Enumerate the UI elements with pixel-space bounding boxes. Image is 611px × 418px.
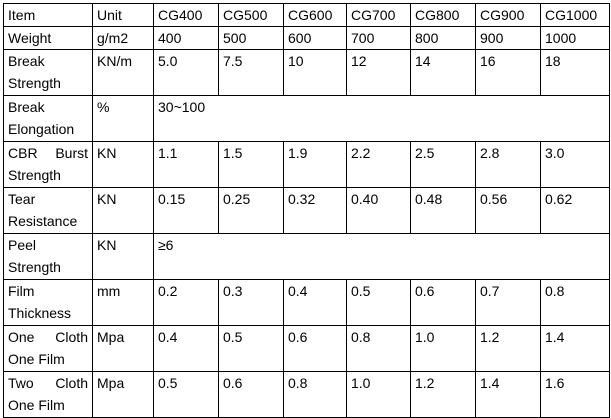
table-row (4, 96, 610, 142)
cell-value: 2.8 (476, 142, 541, 188)
header-model: CG400 (154, 4, 219, 27)
row-unit: Mpa (93, 372, 154, 418)
table-row (4, 280, 610, 326)
row-unit: KN (93, 188, 154, 234)
header-model: CG700 (347, 4, 411, 27)
table-row (4, 50, 610, 96)
cell-value: 0.6 (411, 280, 476, 326)
cell-value: 2.5 (411, 142, 476, 188)
header-unit: Unit (93, 4, 154, 27)
cell-value: 1.0 (347, 372, 411, 418)
row-unit: KN/m (93, 50, 154, 96)
table-row (4, 27, 610, 50)
cell-value: 1.5 (219, 142, 284, 188)
cell-value: 10 (284, 50, 347, 96)
cell-value: 0.62 (541, 188, 610, 234)
cell-value: 14 (411, 50, 476, 96)
cell-value: 0.2 (154, 280, 219, 326)
spec-table (3, 3, 610, 418)
cell-value: 1.0 (411, 326, 476, 372)
cell-value: 1.2 (411, 372, 476, 418)
header-model: CG500 (219, 4, 284, 27)
cell-value: 800 (411, 27, 476, 50)
cell-span-value: 30~100 (154, 96, 610, 142)
row-item: Weight (4, 27, 93, 50)
row-item: Film Thickness (4, 280, 93, 326)
row-item: Tear Resistance (4, 188, 93, 234)
table-row (4, 372, 610, 418)
cell-value: 0.6 (219, 372, 284, 418)
cell-value: 3.0 (541, 142, 610, 188)
row-item: CBR Burst Strength (4, 142, 93, 188)
cell-value: 1.2 (476, 326, 541, 372)
cell-value: 500 (219, 27, 284, 50)
cell-value: 0.5 (219, 326, 284, 372)
row-unit: Mpa (93, 326, 154, 372)
cell-value: 0.32 (284, 188, 347, 234)
cell-value: 0.40 (347, 188, 411, 234)
row-unit: g/m2 (93, 27, 154, 50)
cell-value: 2.2 (347, 142, 411, 188)
row-item: One Cloth One Film (4, 326, 93, 372)
cell-value: 0.4 (284, 280, 347, 326)
header-model: CG800 (411, 4, 476, 27)
cell-value: 7.5 (219, 50, 284, 96)
cell-value: 5.0 (154, 50, 219, 96)
cell-value: 0.4 (154, 326, 219, 372)
cell-value: 1.9 (284, 142, 347, 188)
cell-value: 1.4 (476, 372, 541, 418)
cell-value: 0.8 (284, 372, 347, 418)
cell-value: 1.1 (154, 142, 219, 188)
cell-value: 1000 (541, 27, 610, 50)
cell-value: 1.6 (541, 372, 610, 418)
row-item: Peel Strength (4, 234, 93, 280)
header-model: CG900 (476, 4, 541, 27)
row-item: Two Cloth One Film (4, 372, 93, 418)
cell-value: 0.25 (219, 188, 284, 234)
table-row (4, 188, 610, 234)
header-row (4, 4, 610, 27)
cell-value: 0.8 (541, 280, 610, 326)
table-row (4, 234, 610, 280)
row-unit: % (93, 96, 154, 142)
row-unit: KN (93, 234, 154, 280)
cell-value: 400 (154, 27, 219, 50)
cell-value: 1.4 (541, 326, 610, 372)
cell-value: 900 (476, 27, 541, 50)
row-item: Break Strength (4, 50, 93, 96)
row-unit: mm (93, 280, 154, 326)
cell-span-value: ≥6 (154, 234, 610, 280)
header-model: CG600 (284, 4, 347, 27)
cell-value: 12 (347, 50, 411, 96)
header-item: Item (4, 4, 93, 27)
cell-value: 0.5 (347, 280, 411, 326)
cell-value: 16 (476, 50, 541, 96)
cell-value: 700 (347, 27, 411, 50)
cell-value: 18 (541, 50, 610, 96)
cell-value: 0.15 (154, 188, 219, 234)
cell-value: 0.6 (284, 326, 347, 372)
row-item: Break Elongation (4, 96, 93, 142)
cell-value: 0.3 (219, 280, 284, 326)
cell-value: 0.56 (476, 188, 541, 234)
cell-value: 0.5 (154, 372, 219, 418)
cell-value: 600 (284, 27, 347, 50)
row-unit: KN (93, 142, 154, 188)
cell-value: 0.48 (411, 188, 476, 234)
cell-value: 0.8 (347, 326, 411, 372)
header-model: CG1000 (541, 4, 610, 27)
table-row (4, 326, 610, 372)
table-row (4, 142, 610, 188)
cell-value: 0.7 (476, 280, 541, 326)
